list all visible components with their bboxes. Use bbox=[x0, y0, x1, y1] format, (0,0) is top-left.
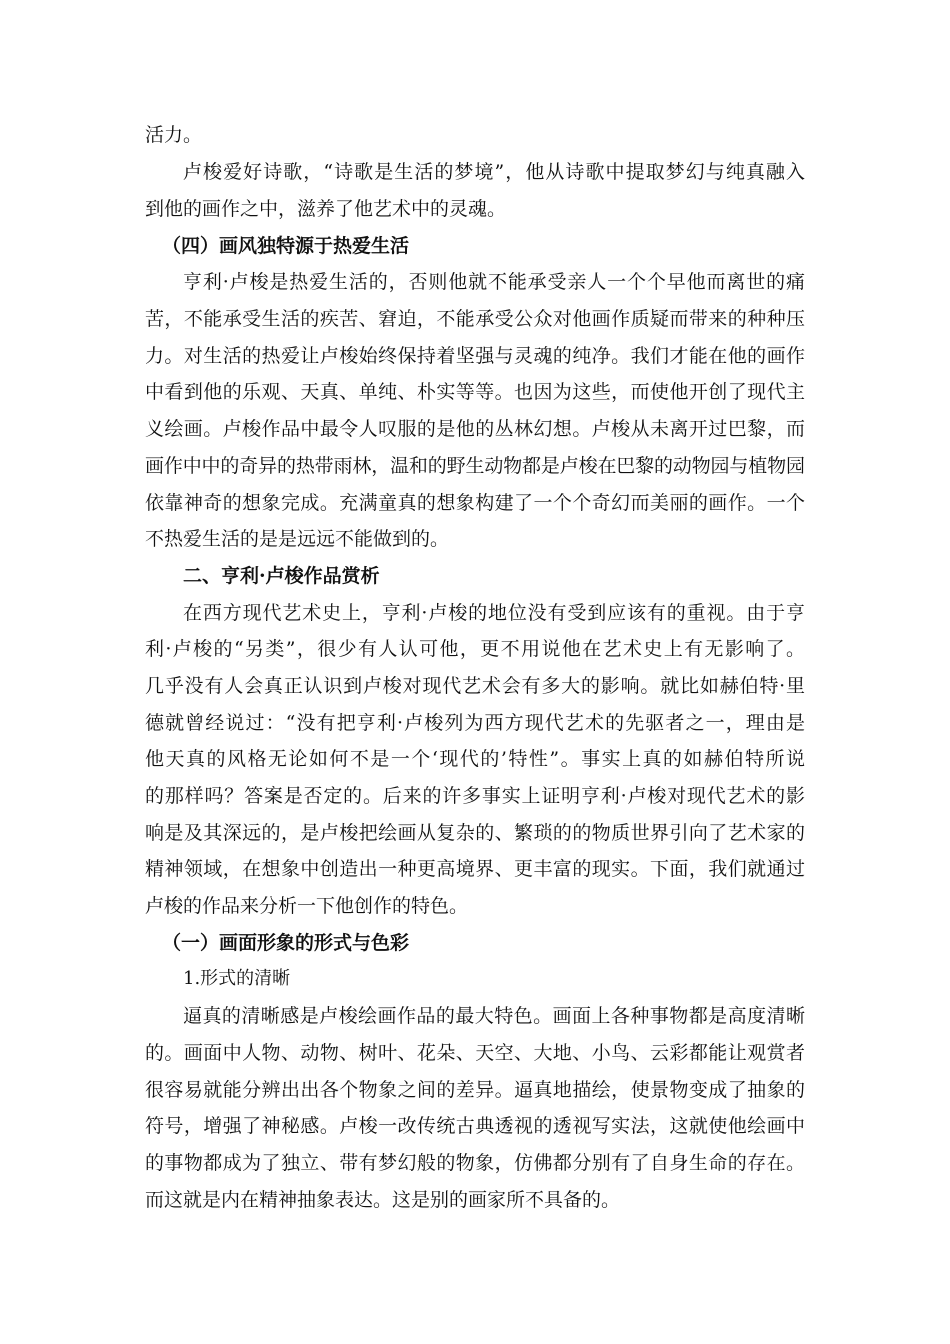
section-heading: （四）画风独特源于热爱生活 bbox=[162, 235, 410, 257]
text-line: 而这就是内在精神抽象表达。这是别的画家所不具备的。 bbox=[145, 1189, 621, 1211]
text-line: 画作中中的奇异的热带雨林，温和的野生动物都是卢梭在巴黎的动物园与植物园 bbox=[145, 455, 805, 477]
text-line: 力。对生活的热爱让卢梭始终保持着坚强与灵魂的纯净。我们才能在他的画作 bbox=[145, 345, 806, 367]
text-line: 在西方现代艺术史上，亨利·卢梭的地位没有受到应该有的重视。由于亨 bbox=[183, 602, 806, 624]
section-heading: （一）画面形象的形式与色彩 bbox=[162, 932, 410, 954]
text-line: 几乎没有人会真正认识到卢梭对现代艺术会有多大的影响。就比如赫伯特·里 bbox=[145, 675, 806, 697]
text-line: 他天真的风格无论如何不是一个‘现代的’特性”。事实上真的如赫伯特所说 bbox=[145, 748, 807, 770]
section-heading: 二、亨利·卢梭作品赏析 bbox=[183, 565, 380, 587]
text-line: 的事物都成为了独立、带有梦幻般的物象，仿佛都分别有了自身生命的存在。 bbox=[145, 1152, 806, 1174]
text-line: 符号，增强了神秘感。卢梭一改传统古典透视的透视写实法，这就使他绘画中 bbox=[145, 1115, 806, 1137]
text-line: 德就曾经说过：“没有把亨利·卢梭列为西方现代艺术的先驱者之一，理由是 bbox=[145, 712, 807, 734]
text-line: 逼真的清晰感是卢梭绘画作品的最大特色。画面上各种事物都是高度清晰 bbox=[183, 1005, 806, 1027]
text-line: 义绘画。卢梭作品中最令人叹服的是他的丛林幻想。卢梭从未离开过巴黎，而 bbox=[145, 418, 806, 440]
text-line: 到他的画作之中，滋养了他艺术中的灵魂。 bbox=[145, 198, 507, 220]
text-line: 很容易就能分辨出出各个物象之间的差异。逼真地描绘，使景物变成了抽象的 bbox=[145, 1079, 806, 1101]
text-line: 苦，不能承受生活的疾苦、窘迫，不能承受公众对他画作质疑而带来的种种压 bbox=[145, 308, 806, 330]
text-line: 亨利·卢梭是热爱生活的，否则他就不能承受亲人一个个早他而离世的痛 bbox=[183, 271, 806, 293]
text-line: 卢梭的作品来分析一下他创作的特色。 bbox=[145, 895, 469, 917]
subsection-heading: 1.形式的清晰 bbox=[183, 968, 291, 989]
text-line: 的。画面中人物、动物、树叶、花朵、天空、大地、小鸟、云彩都能让观赏者 bbox=[145, 1042, 806, 1064]
text-line: 精神领域，在想象中创造出一种更高境界、更丰富的现实。下面，我们就通过 bbox=[145, 858, 806, 880]
text-line: 不热爱生活的是是远远不能做到的。 bbox=[145, 528, 450, 550]
text-line: 利·卢梭的“另类”，很少有人认可他，更不用说他在艺术史上有无影响了。 bbox=[145, 638, 807, 660]
text-line: 响是及其深远的，是卢梭把绘画从复杂的、繁琐的的物质世界引向了艺术家的 bbox=[145, 822, 806, 844]
text-line: 活力。 bbox=[145, 124, 203, 146]
text-line: 的那样吗？答案是否定的。后来的许多事实上证明亨利·卢梭对现代艺术的影 bbox=[145, 785, 806, 807]
text-line: 卢梭爱好诗歌，“诗歌是生活的梦境”，他从诗歌中提取梦幻与纯真融入 bbox=[183, 161, 807, 183]
text-line: 中看到他的乐观、天真、单纯、朴实等等。也因为这些，而使他开创了现代主 bbox=[145, 381, 806, 403]
text-line: 依靠神奇的想象完成。充满童真的想象构建了一个个奇幻而美丽的画作。一个 bbox=[145, 492, 806, 514]
